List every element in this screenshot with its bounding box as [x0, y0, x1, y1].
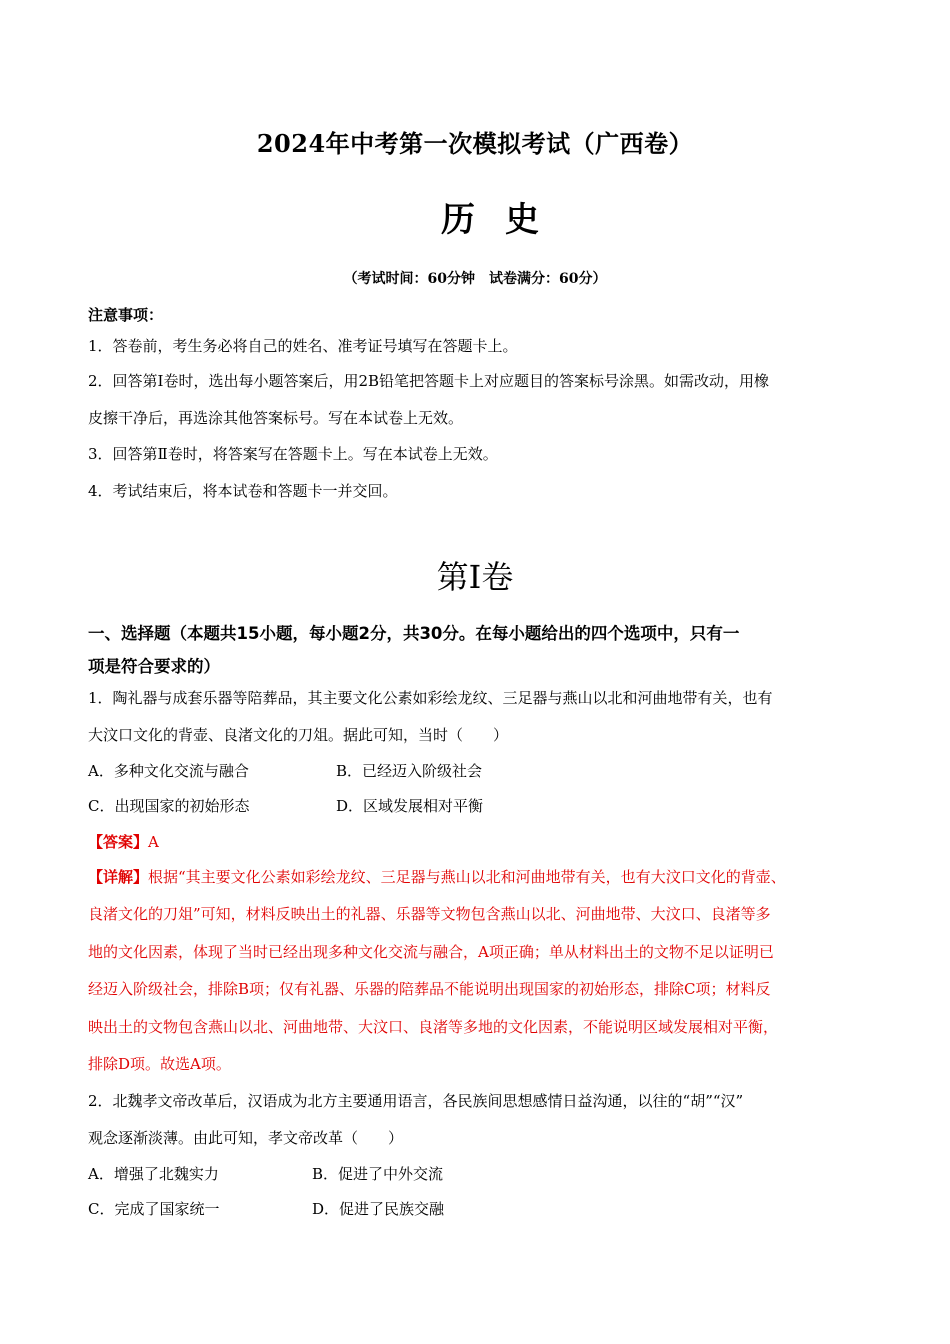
- detail-text: 良渚文化的刀俎”可知，材料反映出土的礼器、乐器等文物包含燕山以北、河曲地带、大汶口、良渚等多: [88, 905, 771, 923]
- question-1-stem: 大汶口文化的背壶、良渚文化的刀俎。据此可知，当时（ ）: [88, 726, 509, 744]
- detail-text: 排除D项。故选A项。: [88, 1055, 231, 1073]
- notice-line: 皮擦干净后，再选涂其他答案标号。写在本试卷上无效。: [88, 409, 464, 427]
- notice-line: 3．回答第Ⅱ卷时，将答案写在答题卡上。写在本试卷上无效。: [88, 445, 498, 463]
- question-1-detail: [88, 866, 786, 887]
- notice-heading: 注意事项：: [88, 306, 164, 324]
- detail-text: 地的文化因素，体现了当时已经出现多种文化交流与融合，A项正确；单从材料出土的文物不足以证明已: [88, 943, 774, 961]
- section-heading: 一、选择题（本题共15小题，每小题2分，共30分。在每小题给出的四个选项中，只有一: [88, 624, 740, 643]
- answer-label: 【答案】: [88, 833, 149, 851]
- answer-value: A: [148, 833, 159, 851]
- question-1-stem: 1．陶礼器与成套乐器等陪葬品，其主要文化公素如彩绘龙纹、三足器与燕山以北和河曲地带有关，也有: [88, 689, 773, 707]
- question-2-option-c: C．完成了国家统一: [88, 1200, 220, 1218]
- notice-line: 1．答卷前，考生务必将自己的姓名、准考证号填写在答题卡上。: [88, 337, 518, 355]
- volume-title: 第Ⅰ卷: [436, 558, 514, 596]
- detail-text: 根据“其主要文化公素如彩绘龙纹、三足器与燕山以北和河曲地带有关，也有大汶口文化的背壶、: [148, 868, 786, 886]
- question-1-option-a: A．多种文化交流与融合: [88, 762, 249, 780]
- detail-label: 【详解】: [88, 868, 149, 886]
- detail-text: 映出土的文物包含燕山以北、河曲地带、大汶口、良渚等多地的文化因素，不能说明区域发展相对平衡，: [88, 1018, 779, 1036]
- notice-line: 4．考试结束后，将本试卷和答题卡一并交回。: [88, 482, 398, 500]
- question-2-option-d: D．促进了民族交融: [312, 1200, 445, 1218]
- question-2-stem: 观念逐渐淡薄。由此可知，孝文帝改革（ ）: [88, 1129, 404, 1147]
- exam-title: 2024年中考第一次模拟考试（广西卷）: [256, 129, 694, 158]
- question-1-answer: [88, 831, 159, 852]
- question-2-option-a: A．增强了北魏实力: [88, 1165, 219, 1183]
- question-2-stem: 2．北魏孝文帝改革后，汉语成为北方主要通用语言，各民族间思想感情日益沟通，以往的“胡”“汉”: [88, 1092, 744, 1110]
- subject-title: 历史: [441, 200, 569, 240]
- question-1-option-d: D．区域发展相对平衡: [336, 797, 484, 815]
- exam-time-note: （考试时间：60分钟 试卷满分：60分）: [343, 271, 607, 287]
- detail-text: 经迈入阶级社会，排除B项；仅有礼器、乐器的陪葬品不能说明出现国家的初始形态，排除C项；材料反: [88, 980, 771, 998]
- section-heading: 项是符合要求的）: [88, 657, 220, 676]
- question-2-option-b: B．促进了中外交流: [312, 1165, 444, 1183]
- notice-line: 2．回答第Ⅰ卷时，选出每小题答案后，用2B铅笔把答题卡上对应题目的答案标号涂黑。如需改动，用橡: [88, 372, 770, 390]
- question-1-option-b: B．已经迈入阶级社会: [336, 762, 483, 780]
- question-1-option-c: C．出现国家的初始形态: [88, 797, 250, 815]
